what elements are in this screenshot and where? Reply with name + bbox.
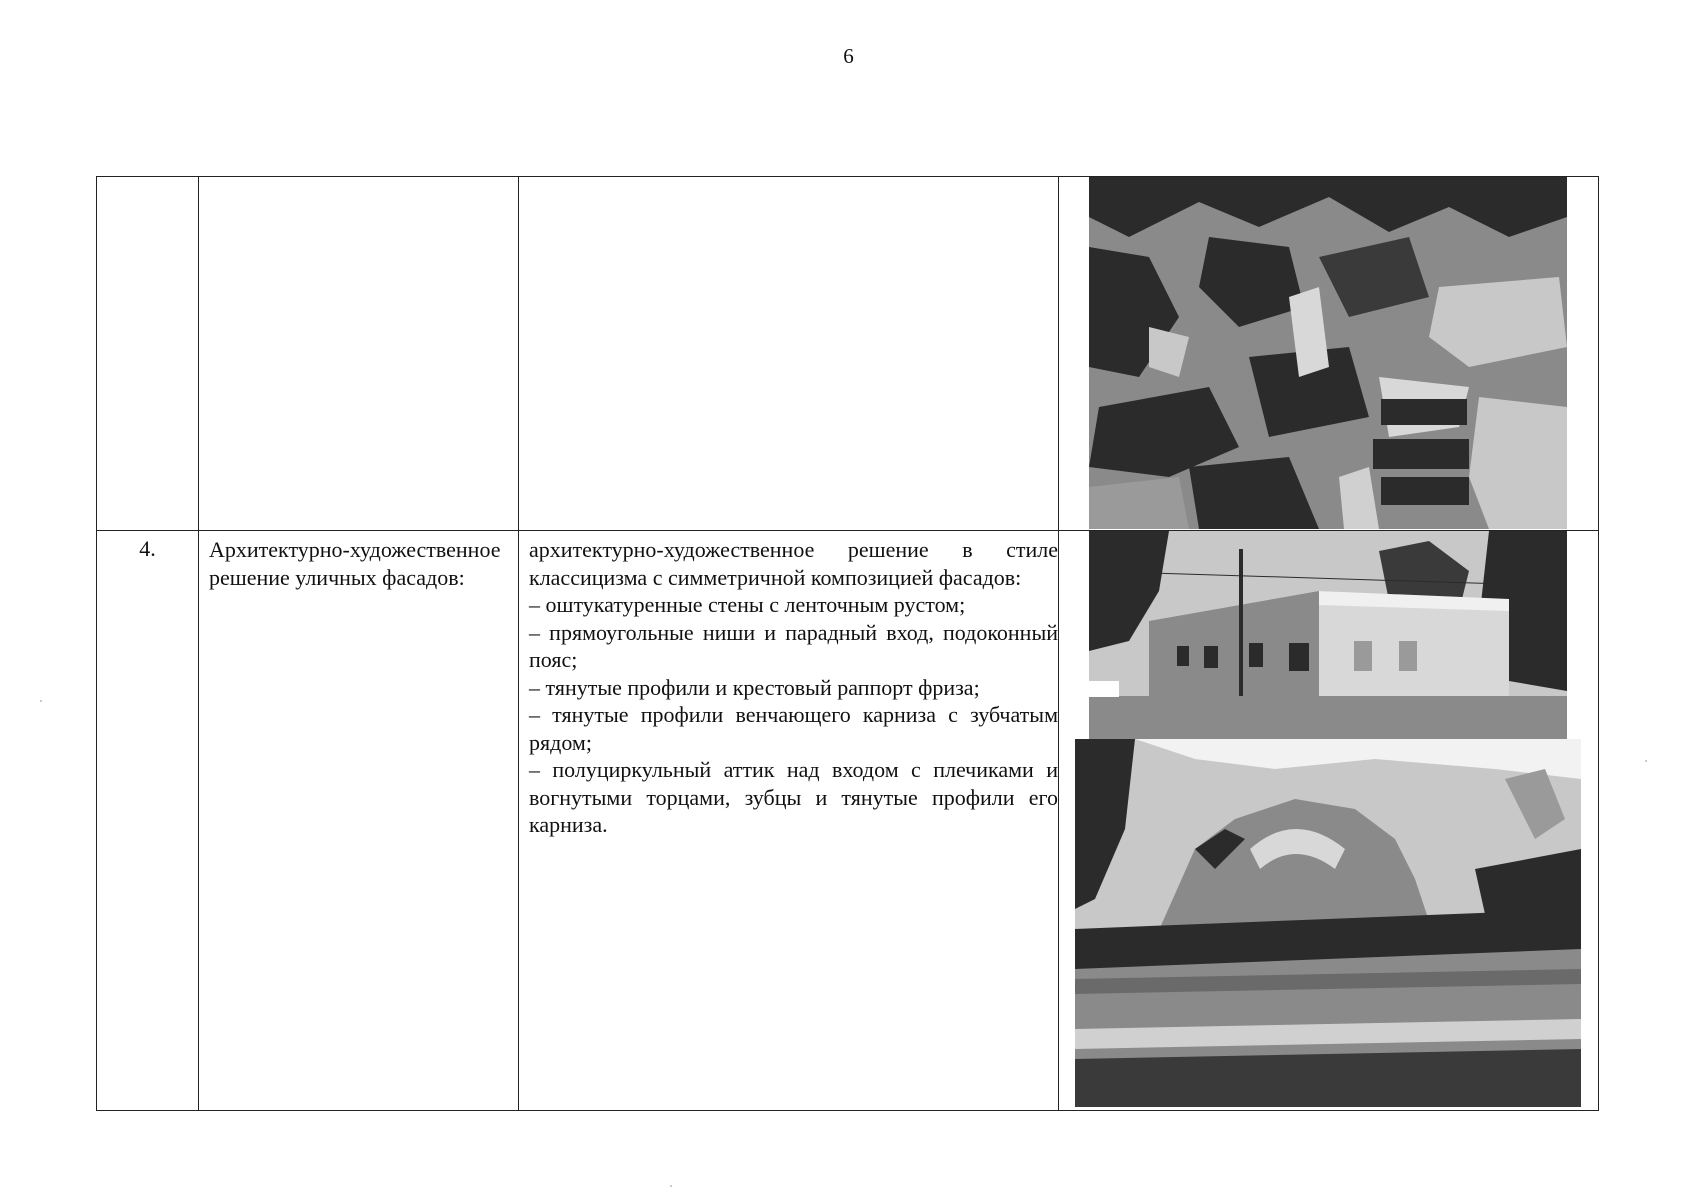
row-number-cell: 4. [97,531,199,1111]
attic-detail-photo [1075,739,1581,1107]
description-item: – прямоугольные ниши и парадный вход, подоконный пояс; [529,619,1058,672]
description-item: – полуциркульный аттик над входом с плечиками и вогнутыми торцами, зубцы и тянутые профили его карниза. [529,757,1058,837]
object-description-table [96,176,1599,1111]
table-row [97,177,1599,531]
row-number-cell [97,177,199,531]
table-row [97,531,1599,1111]
description-intro: архитектурно-художественное решение в стиле классицизма с симметричной композицией фасадов: [529,537,1058,590]
stone-masonry-wall-photo [1089,177,1567,529]
row-name-cell [199,177,519,531]
scan-speck [40,700,42,702]
row-photo-cell [1059,531,1599,1111]
row-description-cell [519,531,1059,1111]
page-number: 6 [843,44,854,68]
scan-speck [670,1185,672,1187]
row-name-cell: Архитектурно-художественное решение уличных фасадов: [199,531,519,1111]
description-item: – тянутые профили венчающего карниза с зубчатым рядом; [529,702,1058,755]
row-photo-cell [1059,177,1599,531]
building-street-view-photo [1089,531,1567,739]
row-description-cell [519,177,1059,531]
scan-speck [1645,760,1647,762]
description-item: – оштукатуренные стены с ленточным рустом; [529,592,966,617]
description-item: – тянутые профили и крестовый раппорт фриза; [529,674,980,700]
